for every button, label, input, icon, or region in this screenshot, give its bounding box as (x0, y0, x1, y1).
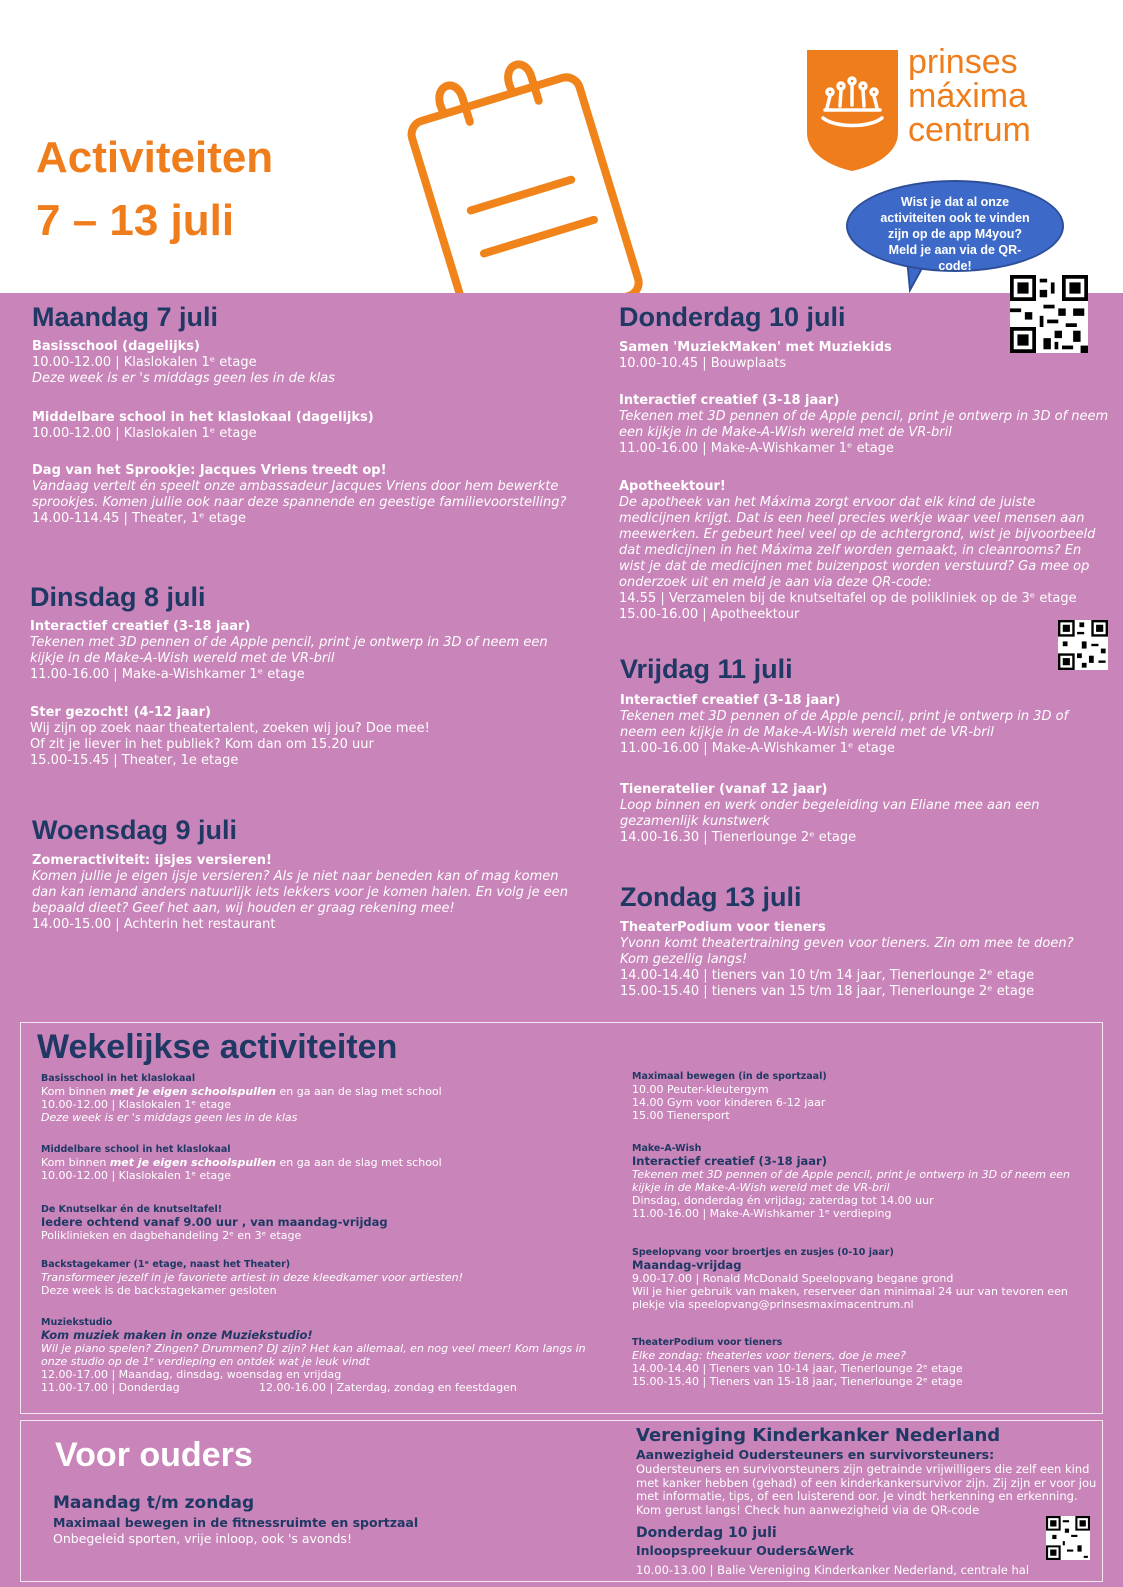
parents-title: Voor ouders (55, 1436, 253, 1474)
event-title: Middelbare school in het klaslokaal (dagelijks) (32, 410, 374, 425)
event-tuesday-1 (30, 619, 575, 683)
event-title: Tieneratelier (vanaf 12 jaar) (620, 782, 828, 797)
event-friday-1 (620, 693, 1070, 757)
event-desc: Deze week is er 's middags geen les in de klas (32, 371, 336, 386)
weekly-section: TheaterPodium voor tieners (632, 1337, 783, 1348)
weekly-desc: Transformeer jezelf in je favoriete artiest in deze kleedkamer voor artiesten! (41, 1271, 464, 1284)
event-title: Interactief creatief (3-18 jaar) (620, 693, 841, 708)
weekly-section: Backstagekamer (1ᵉ etage, naast het Theater) (41, 1259, 291, 1270)
qr-code-apotheektour[interactable] (1058, 620, 1108, 670)
event-time: 14.00-15.00 | Achterin het restaurant (32, 917, 276, 932)
event-time: 14.00-114.45 | Theater, 1ᵉ etage (32, 511, 247, 526)
event-wednesday-1 (32, 853, 587, 933)
logo-text (908, 45, 1031, 147)
day-heading-sunday: Zondag 13 juli (620, 882, 802, 912)
weekly-title: Wekelijkse activiteiten (37, 1028, 398, 1066)
weekly-section: Maximaal bewegen (in de sportzaal) (632, 1071, 827, 1082)
weekly-section: Speelopvang voor broertjes en zusjes (0-10 jaar) (632, 1247, 894, 1258)
weekly-knutselkar (41, 1203, 601, 1242)
weekly-text: Kom binnen (41, 1085, 110, 1098)
event-thursday-2 (619, 393, 1109, 457)
event-line: Wij zijn op zoek naar theatertalent, zoeken wij jou? Doe mee! (30, 721, 430, 736)
event-thursday-1 (619, 340, 1089, 372)
event-tuesday-2 (30, 705, 590, 769)
event-desc: Loop binnen en werk onder begeleiding van Eliane mee aan een gezamenlijk kunstwerk (620, 798, 1040, 829)
vkn-text: Oudersteuners en survivorsteuners zijn getrainde vrijwilligers die zelf een kind met kanker hebben (gehad) of een kinderkankersurvivor zijn. Zij zijn er voor jou met informatie, tips, of een luisterend oor. Je vindt herkenning en erkenning. Kom gerust langs! Check hun aanwezigheid via de QR-code (636, 1462, 1097, 1517)
weekly-line: Poliklinieken en dagbehandeling 2ᵉ en 3ᵉ etage (41, 1229, 302, 1242)
event-time: 11.00-16.00 | Make-A-Wishkamer 1ᵉ etage (620, 741, 895, 756)
weekly-basisschool (41, 1072, 601, 1124)
weekly-muziekstudio (41, 1316, 586, 1394)
qr-code-vkn[interactable] (1046, 1516, 1090, 1560)
weekly-title-line: Iedere ochtend vanaf 9.00 uur , van maandag-vrijdag (41, 1215, 388, 1229)
event-time: 10.00-12.00 | Klaslokalen 1ᵉ etage (32, 426, 257, 441)
weekly-time: 12.00-16.00 | Zaterdag, zondag en feestdagen (259, 1381, 517, 1394)
weekly-section: De Knutselkar én de knutseltafel! (41, 1204, 223, 1215)
weekly-title-line: Interactief creatief (3-18 jaar) (632, 1154, 827, 1168)
event-time: 11.00-16.00 | Make-a-Wishkamer 1ᵉ etage (30, 667, 305, 682)
app-info-bubble (846, 180, 1064, 272)
weekly-speelopvang (632, 1246, 1097, 1311)
weekly-line: Dinsdag, donderdag én vrijdag; zaterdag tot 14.00 uur (632, 1194, 934, 1207)
weekly-time: 9.00-17.00 | Ronald McDonald Speelopvang begane grond (632, 1272, 954, 1285)
weekly-time: 10.00-12.00 | Klaslokalen 1ᵉ etage (41, 1098, 232, 1111)
day-heading-tuesday: Dinsdag 8 juli (30, 582, 206, 612)
event-desc: Tekenen met 3D pennen of de Apple pencil, print je ontwerp in 3D of neem een kijkje in de Make-A-Wish wereld met de VR-bril (30, 635, 548, 666)
vkn-subtitle: Aanwezigheid Oudersteuners en survivorsteuners: (636, 1447, 995, 1462)
weekly-text: Kom binnen (41, 1156, 110, 1169)
day-heading-friday: Vrijdag 11 juli (620, 654, 793, 684)
page-title-line2: 7 – 13 juli (36, 196, 235, 245)
event-monday-2 (32, 410, 592, 442)
logo-line2: máxima (908, 77, 1028, 115)
weekly-section: Make-A-Wish (632, 1143, 702, 1154)
app-info-text: Wist je dat al onze activiteiten ook te vinden zijn op de app M4you? Meld je aan via de QR-code! (880, 195, 1030, 273)
parents-event-text: Onbegeleid sporten, vrije inloop, ook 's avonds! (53, 1531, 352, 1546)
weekly-time: 12.00-17.00 | Maandag, dinsdag, woensdag en vrijdag (41, 1368, 342, 1381)
event-time: 15.00-15.40 | tieners van 15 t/m 18 jaar, Tienerlounge 2ᵉ etage (620, 984, 1035, 999)
day-heading-monday: Maandag 7 juli (32, 302, 219, 332)
event-title: Zomeractiviteit: ijsjes versieren! (32, 853, 272, 868)
event-title: Apotheektour! (619, 479, 726, 494)
event-line: 14.55 | Verzamelen bij de knutseltafel op de polikliniek op de 3ᵉ etage (619, 591, 1077, 606)
weekly-desc: Elke zondag: theaterles voor tieners, doe je mee? (632, 1349, 906, 1362)
event-desc: Komen jullie je eigen ijsje versieren? Als je niet naar beneden kan of mag komen dan kan iemand anders natuurlijk iets lekkers voor je komen halen. En volg je een bepaald dieet? Geef het aan, wij houden er graag rekening mee! (32, 869, 569, 916)
weekly-desc: Wil je piano spelen? Zingen? Drummen? DJ zijn? Het kan allemaal, en nog veel meer! Kom langs in onze studio op de 1ᵉ verdieping en ontdek wat je leuk vindt (41, 1342, 586, 1368)
weekly-line: 15.00 Tienersport (632, 1109, 730, 1122)
weekly-desc: Tekenen met 3D pennen of de Apple pencil, print je ontwerp in 3D of neem een kijkje in de Make-A-Wish wereld met de VR-bril (632, 1168, 1070, 1194)
vkn-day: Donderdag 10 juli (636, 1525, 777, 1541)
weekly-theaterpodium (632, 1336, 1097, 1388)
parents-event-title: Maximaal bewegen in de fitnessruimte en sportzaal (53, 1515, 419, 1530)
event-title: Interactief creatief (3-18 jaar) (619, 393, 840, 408)
event-desc: Yvonn komt theatertraining geven voor tieners. Zin om mee te doen? Kom gezellig langs! (620, 936, 1074, 967)
day-heading-thursday: Donderdag 10 juli (619, 302, 846, 332)
weekly-section: Basisschool in het klaslokaal (41, 1073, 196, 1084)
weekly-time: 11.00-17.00 | Donderdag (41, 1381, 180, 1394)
page-title-line1: Activiteiten (36, 133, 274, 182)
event-time: 10.00-12.00 | Klaslokalen 1ᵉ etage (32, 355, 257, 370)
event-line: Of zit je liever in het publiek? Kom dan om 15.20 uur (30, 737, 374, 752)
weekly-time: 11.00-16.00 | Make-A-Wishkamer 1ᵉ verdieping (632, 1207, 892, 1220)
event-sunday-1 (620, 920, 1100, 1000)
event-time: 15.00-16.00 | Apotheektour (619, 607, 800, 622)
weekly-text: en ga aan de slag met school (276, 1156, 442, 1169)
event-desc: Tekenen met 3D pennen of de Apple pencil, print je ontwerp in 3D of neem een kijkje in de Make-A-Wish wereld met de VR-bril (619, 409, 1109, 440)
event-monday-3 (32, 463, 592, 527)
weekly-title-line: Maandag-vrijdag (632, 1258, 742, 1272)
day-heading-wednesday: Woensdag 9 juli (32, 815, 238, 845)
logo-line3: centrum (908, 111, 1031, 149)
event-title: Ster gezocht! (4-12 jaar) (30, 705, 211, 720)
weekly-maximaal-bewegen (632, 1070, 1092, 1122)
weekly-desc: Deze week is er 's middags geen les in de klas (41, 1111, 298, 1124)
weekly-emph: met je eigen schoolspullen (109, 1156, 276, 1169)
event-time: 14.00-16.30 | Tienerlounge 2ᵉ etage (620, 830, 857, 845)
weekly-time: 15.00-15.40 | Tieners van 15-18 jaar, Tienerlounge 2ᵉ etage (632, 1375, 963, 1388)
weekly-title-line: Kom muziek maken in onze Muziekstudio! (41, 1328, 313, 1342)
event-time: 15.00-15.45 | Theater, 1e etage (30, 753, 239, 768)
vkn-event-title: Inloopspreekuur Ouders&Werk (636, 1543, 854, 1558)
weekly-text: en ga aan de slag met school (276, 1085, 442, 1098)
logo-line1: prinses (908, 43, 1018, 81)
event-desc: Vandaag vertelt én speelt onze ambassadeur Jacques Vriens door hem bewerkte sprookjes. Komen jullie ook naar deze spannende en geestige familievoorstelling? (32, 479, 567, 510)
event-title: Interactief creatief (3-18 jaar) (30, 619, 251, 634)
event-thursday-3 (619, 479, 1109, 623)
weekly-line: Wil je hier gebruik van maken, reserveer dan minimaal 24 uur van tevoren een plekje via speelopvang@prinsesmaximacentrum.nl (632, 1285, 1068, 1311)
event-monday-1 (32, 339, 592, 387)
weekly-backstage (41, 1258, 601, 1297)
event-time: 14.00-14.40 | tieners van 10 t/m 14 jaar, Tienerlounge 2ᵉ etage (620, 968, 1035, 983)
weekly-line: 10.00 Peuter-kleutergym (632, 1083, 769, 1096)
weekly-line: 14.00 Gym voor kinderen 6-12 jaar (632, 1096, 826, 1109)
event-friday-2 (620, 782, 1070, 846)
vkn-title: Vereniging Kinderkanker Nederland (636, 1425, 1001, 1446)
weekly-time: 14.00-14.40 | Tieners van 10-14 jaar, Tienerlounge 2ᵉ etage (632, 1362, 963, 1375)
event-desc: De apotheek van het Máxima zorgt ervoor dat elk kind de juiste medicijnen krijgt. Dat is een heel precies werkje waar veel mensen aan meewerken. Er gebeurt heel veel op de achtergrond, wist je bijvoorbeeld dat medicijnen in het Máxima zelf worden gemaakt, in cleanrooms? En wist je dat de medicijnen met buizenpost worden verstuurd? Ga mee op onderzoek uit en meld je aan via deze QR-code: (619, 495, 1096, 590)
weekly-time: 10.00-12.00 | Klaslokalen 1ᵉ etage (41, 1169, 232, 1182)
weekly-section: Middelbare school in het klaslokaal (41, 1144, 231, 1155)
event-title: Dag van het Sprookje: Jacques Vriens treedt op! (32, 463, 387, 478)
event-time: 10.00-10.45 | Bouwplaats (619, 356, 787, 371)
event-desc: Tekenen met 3D pennen of de Apple pencil, print je ontwerp in 3D of neem een kijkje in de Make-A-Wish wereld met de VR-bril (620, 709, 1069, 740)
event-title: Samen 'MuziekMaken' met Muziekids (619, 340, 892, 355)
event-title: Basisschool (dagelijks) (32, 339, 200, 354)
vkn-event-line: 10.00-13.00 | Balie Vereniging Kinderkanker Nederland, centrale hal (636, 1563, 1030, 1577)
event-title: TheaterPodium voor tieners (620, 920, 826, 935)
weekly-line: Deze week is de backstagekamer gesloten (41, 1284, 277, 1297)
weekly-middelbare (41, 1143, 601, 1182)
weekly-make-a-wish (632, 1142, 1097, 1220)
logo-crown-icon (805, 48, 900, 173)
weekly-emph: met je eigen schoolspullen (109, 1085, 276, 1098)
weekly-section: Muziekstudio (41, 1317, 113, 1328)
parents-subtitle: Maandag t/m zondag (53, 1493, 255, 1513)
event-time: 11.00-16.00 | Make-A-Wishkamer 1ᵉ etage (619, 441, 894, 456)
